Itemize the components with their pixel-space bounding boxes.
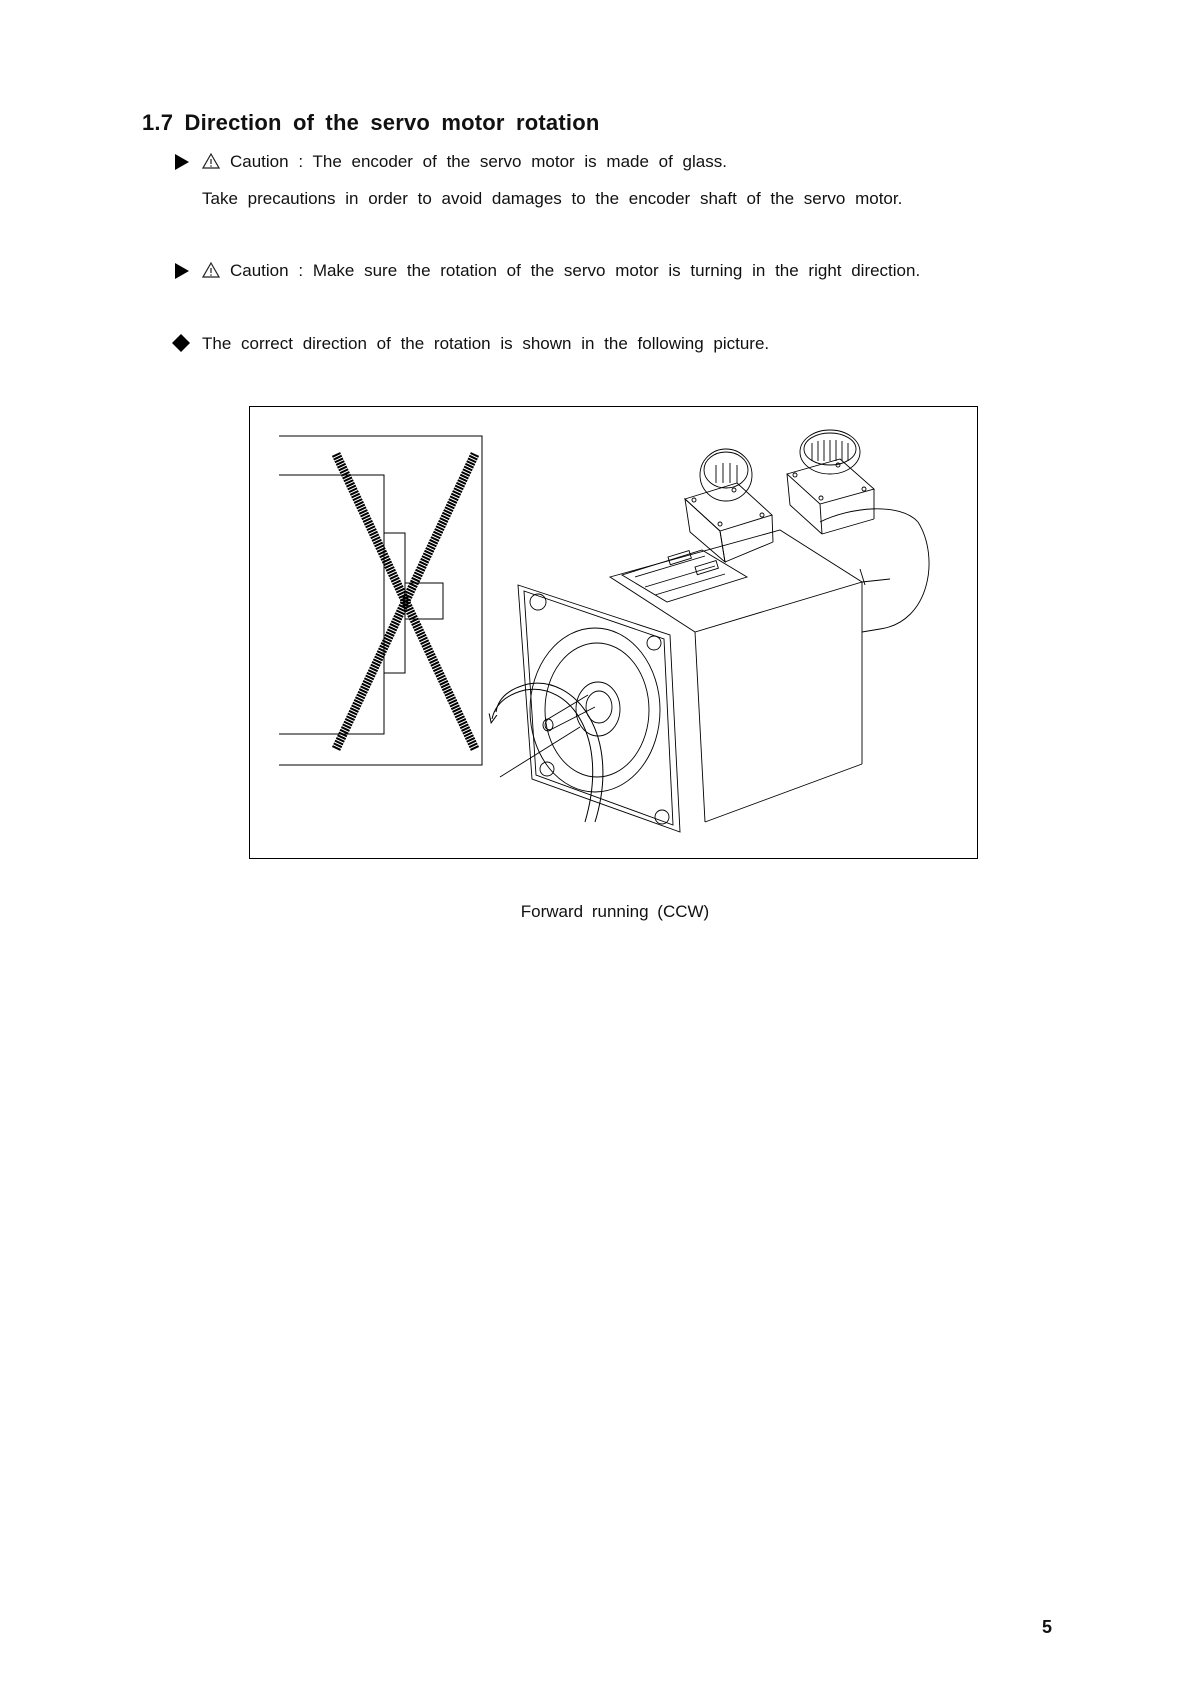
figure-caption: Forward running (CCW) — [520, 902, 710, 921]
caution-text: The encoder of the servo motor is made of glass. — [312, 152, 727, 171]
caution-continuation: Take precautions in order to avoid damages to the encoder shaft of the servo motor. — [202, 189, 903, 208]
diamond-bullet-icon — [172, 334, 190, 352]
figure-frame — [249, 406, 978, 859]
caution-text: Make sure the rotation of the servo motor is turning in the right direction. — [312, 261, 921, 280]
side-view-diagram — [279, 436, 482, 765]
cross-out-mark — [336, 454, 475, 749]
servo-motor-illustration — [250, 407, 977, 858]
caution-line-2 — [202, 261, 920, 281]
info-line: The correct direction of the rotation is shown in the following picture. — [202, 334, 770, 353]
page-number: 5 — [1042, 1617, 1053, 1637]
caution-label: Caution — [230, 261, 289, 280]
power-connector — [685, 449, 773, 562]
warning-triangle-icon — [202, 262, 220, 278]
motor-body — [500, 509, 929, 832]
caution-line-1 — [202, 152, 727, 172]
triangle-bullet-icon — [174, 153, 190, 171]
triangle-bullet-icon — [174, 262, 190, 280]
encoder-connector — [787, 430, 874, 534]
caution-separator: : — [298, 261, 304, 280]
caution-label: Caution — [230, 152, 289, 171]
caution-separator: : — [298, 152, 304, 171]
section-heading — [142, 110, 599, 136]
warning-triangle-icon — [202, 153, 220, 169]
section-title: Direction of the servo motor rotation — [184, 110, 600, 135]
section-number: 1.7 — [142, 110, 174, 135]
